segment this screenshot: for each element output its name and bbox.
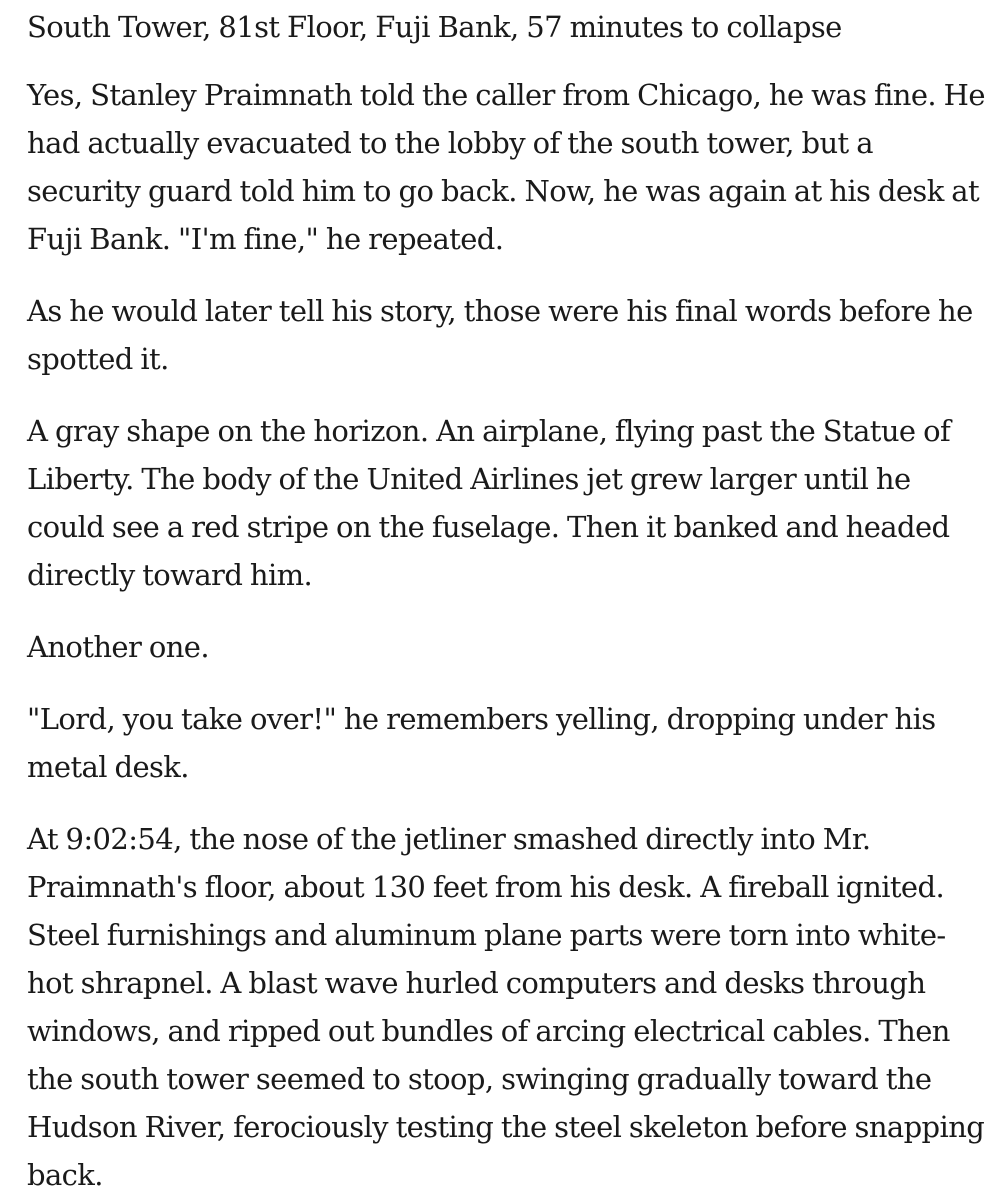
article-body — [27, 0, 985, 1199]
paragraph-gray-shape: A gray shape on the horizon. An airplane, flying past the Statue of Liberty. The body of the United Airlines jet grew larger until he could see a red stripe on the fuselage. Then it banked and headed directly toward him. — [27, 414, 951, 592]
paragraph-final-words: As he would later tell his story, those were his final words before he spotted it. — [27, 294, 973, 376]
paragraph-impact: At 9:02:54, the nose of the jetliner smashed directly into Mr. Praimnath's floor, about 130 feet from his desk. A fireball ignited. Steel furnishings and aluminum plane parts were torn into white-hot shrapnel. A blast wave hurled computers and desks through windows, and ripped out bundles of arcing electrical cables. Then the south tower seemed to stoop, swinging gradually toward the Hudson River, ferociously testing the steel skeleton before snapping back. — [27, 822, 985, 1192]
section-subheading: South Tower, 81st Floor, Fuji Bank, 57 minutes to collapse — [27, 10, 842, 44]
paragraph-lord-take-over: "Lord, you take over!" he remembers yelling, dropping under his metal desk. — [27, 702, 936, 784]
paragraph-caller: Yes, Stanley Praimnath told the caller from Chicago, he was fine. He had actually evacuated to the lobby of the south tower, but a security guard told him to go back. Now, he was again at his desk at Fuji Bank. "I'm fine," he repeated. — [27, 78, 985, 256]
paragraph-another-one: Another one. — [27, 630, 209, 664]
